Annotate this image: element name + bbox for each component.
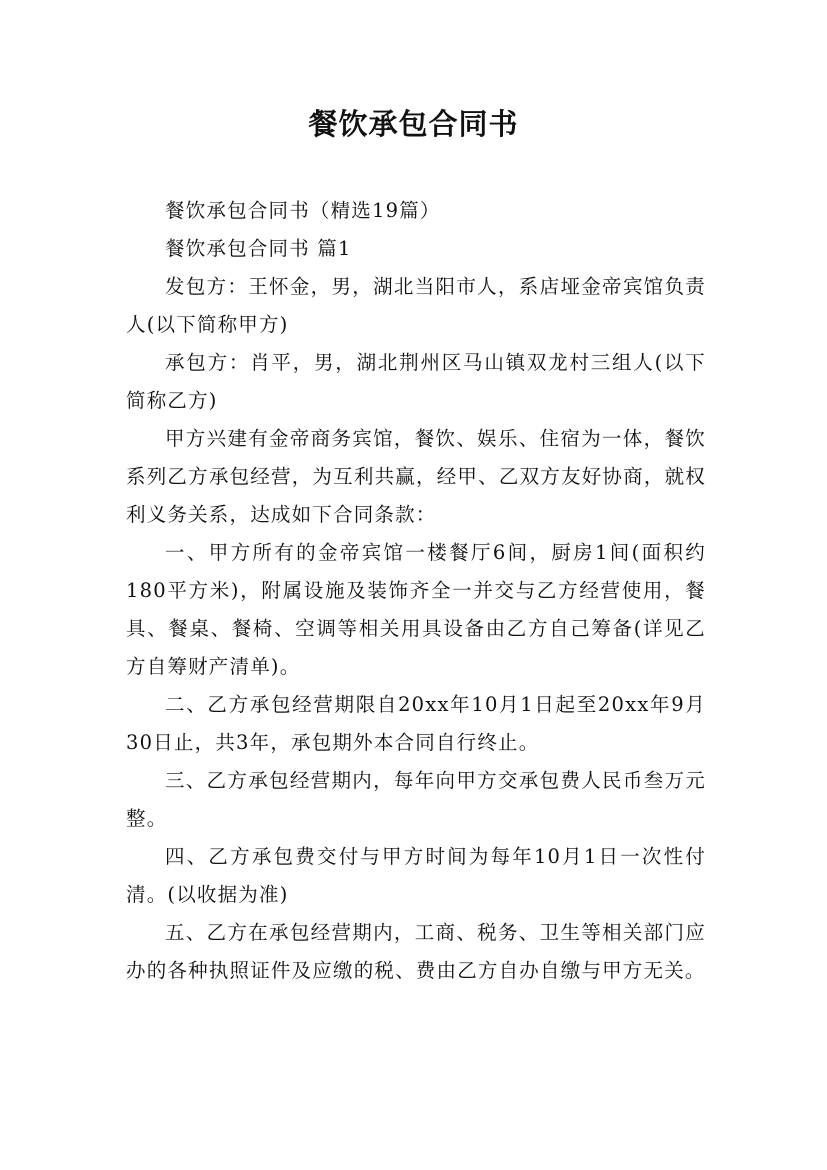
paragraph-clause-3: 三、乙方承包经营期内，每年向甲方交承包费人民币叁万元整。 (126, 769, 706, 830)
document-body (126, 192, 706, 990)
paragraph-preamble: 甲方兴建有金帝商务宾馆，餐饮、娱乐、住宿为一体，餐饮系列乙方承包经营，为互利共赢，经甲、乙双方友好协商，就权利义务关系，达成如下合同条款： (126, 427, 706, 526)
paragraph-party-a: 发包方：王怀金，男，湖北当阳市人，系店垭金帝宾馆负责人(以下简称甲方) (126, 275, 706, 336)
paragraph-clause-5: 五、乙方在承包经营期内，工商、税务、卫生等相关部门应办的各种执照证件及应缴的税、费由乙方自办自缴与甲方无关。 (126, 921, 706, 982)
paragraph-subtitle: 餐饮承包合同书（精选19篇） (165, 199, 441, 222)
paragraph-section-heading: 餐饮承包合同书 篇1 (165, 237, 352, 260)
document-title: 餐饮承包合同书 (308, 107, 519, 141)
paragraph-clause-1: 一、甲方所有的金帝宾馆一楼餐厅6间，厨房1间(面积约180平方米)，附属设施及装饰齐全一并交与乙方经营使用，餐具、餐桌、餐椅、空调等相关用具设备由乙方自己筹备(详见乙方自筹财产清单)。 (126, 541, 706, 678)
paragraph-party-b: 承包方：肖平，男，湖北荆州区马山镇双龙村三组人(以下简称乙方) (126, 351, 706, 412)
paragraph-clause-4: 四、乙方承包费交付与甲方时间为每年10月1日一次性付清。(以收据为准) (126, 845, 706, 906)
paragraph-clause-2: 二、乙方承包经营期限自20xx年10月1日起至20xx年9月30日止，共3年，承包期外本合同自行终止。 (126, 693, 706, 754)
